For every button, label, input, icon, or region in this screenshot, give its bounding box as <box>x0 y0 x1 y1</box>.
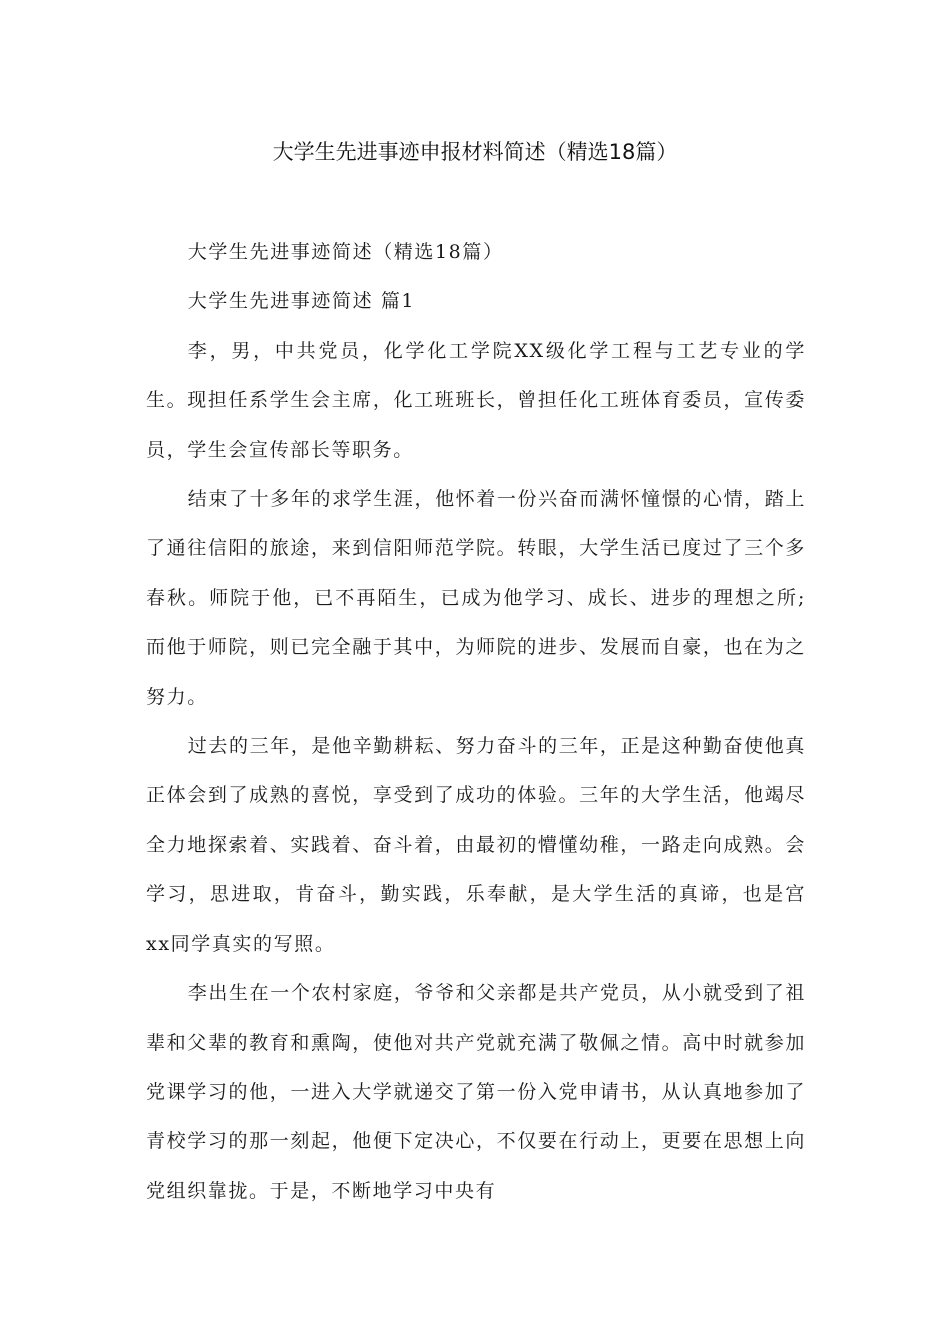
body-paragraph: 结束了十多年的求学生涯，他怀着一份兴奋而满怀憧憬的心情，踏上了通往信阳的旅途，来到信阳师范学院。转眼，大学生活已度过了三个多春秋。师院于他，已不再陌生，已成为他学习、成长、进步的理想之所;而他于师院，则已完全融于其中，为师院的进步、发展而自豪，也在为之努力。 <box>146 488 806 708</box>
body-paragraph: 李出生在一个农村家庭，爷爷和父亲都是共产党员，从小就受到了祖辈和父辈的教育和熏陶，使他对共产党就充满了敬佩之情。高中时就参加党课学习的他，一进入大学就递交了第一份入党申请书，从认真地参加了青校学习的那一刻起，他便下定决心，不仅要在行动上，更要在思想上向党组织靠拢。于是，不断地学习中央有 <box>146 982 806 1202</box>
document-title: 大学生先进事迹申报材料简述（精选18篇） <box>272 140 678 164</box>
document-body <box>146 228 806 1216</box>
section-heading: 大学生先进事迹简述 篇1 <box>187 290 416 313</box>
body-paragraph: 李，男，中共党员，化学化工学院XX级化学工程与工艺专业的学生。现担任系学生会主席，化工班班长，曾担任化工班体育委员，宣传委员，学生会宣传部长等职务。 <box>146 339 806 461</box>
subtitle-paragraph: 大学生先进事迹简述（精选18篇） <box>187 241 504 263</box>
body-paragraph: 过去的三年，是他辛勤耕耘、努力奋斗的三年，正是这种勤奋使他真正体会到了成熟的喜悦，享受到了成功的体验。三年的大学生活，他竭尽全力地探索着、实践着、奋斗着，由最初的懵懂幼稚，一路走向成熟。会学习，思进取，肯奋斗，勤实践，乐奉献，是大学生活的真谛，也是宫xx同学真实的写照。 <box>146 735 806 955</box>
